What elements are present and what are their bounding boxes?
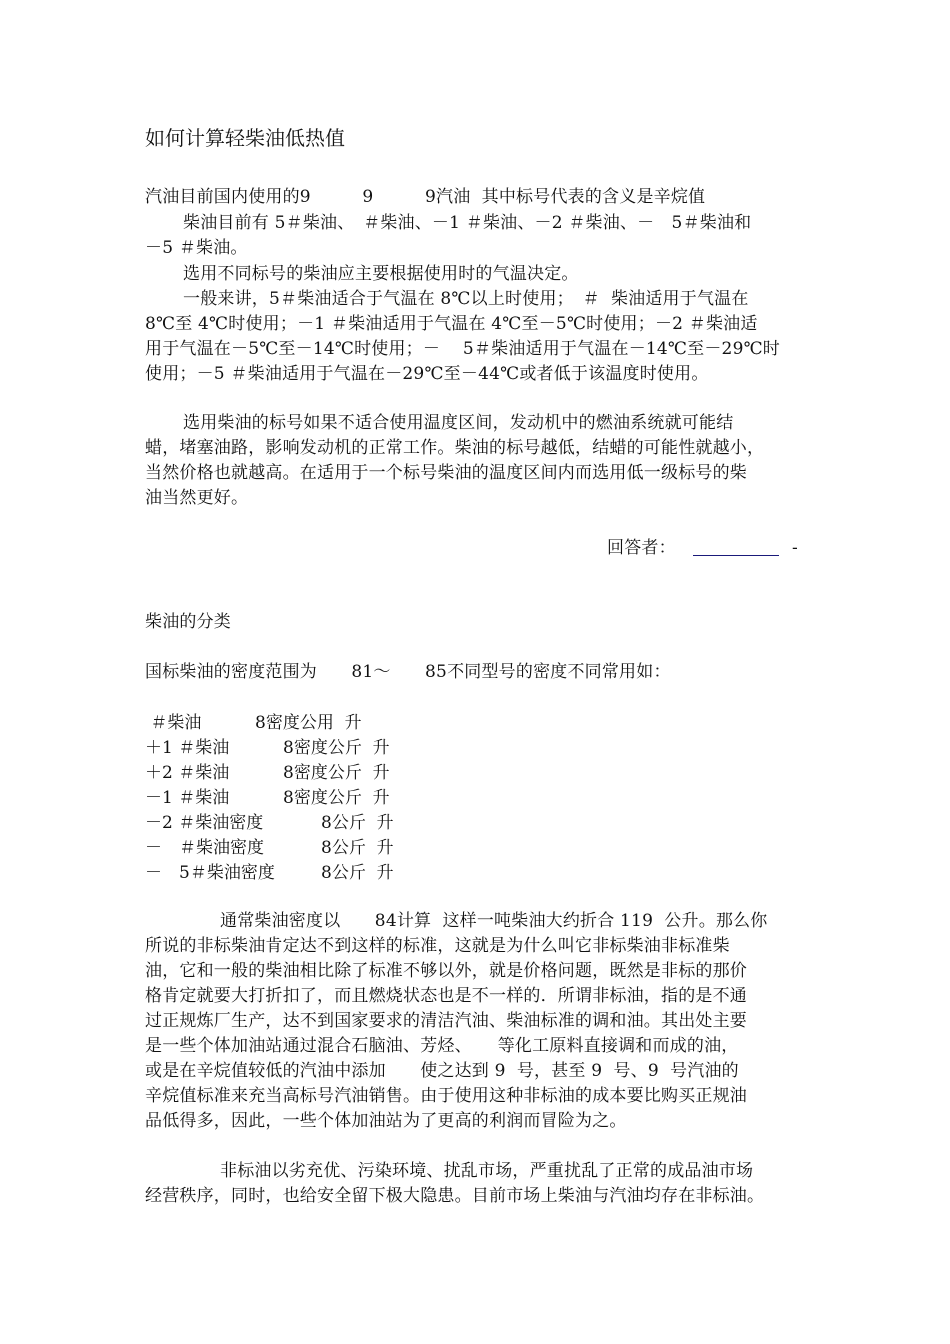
intro-line-4: 选用不同标号的柴油应主要根据使用时的气温决定。 [183,264,579,284]
intro-line-5: 一般来讲，5＃柴油适合于气温在 8℃以上时使用； ＃ 柴油适用于气温在 [183,289,749,309]
para3-line-6: 是一些个体加油站通过混合石脑油、芳烃、 等化工原料直接调和而成的油， [145,1036,739,1056]
para2-line-1: 选用柴油的标号如果不适合使用温度区间，发动机中的燃油系统就可能结 [183,413,734,433]
para3-line-4: 格肯定就要大打折扣了，而且燃烧状态也是不一样的．所谓非标油，指的是不通 [145,986,747,1006]
para3-line-1: 通常柴油密度以 84计算 这样一吨柴油大约折合 119 公升。那么你 [220,911,768,931]
density-row-value: 8密度公斤 升 [283,788,390,808]
density-row-name: ＃柴油 [145,713,202,733]
para2-line-2: 蜡，堵塞油路，影响发动机的正常工作。柴油的标号越低，结蜡的可能性就越小， [145,438,765,458]
density-range-line: 国标柴油的密度范围为 81～ 85不同型号的密度不同常用如： [145,662,671,682]
intro-line-1: 汽油目前国内使用的9 9 9汽油 其中标号代表的含义是辛烷值 [145,187,706,207]
intro-line-2: 柴油目前有 5＃柴油、 ＃柴油、－1 ＃柴油、－2 ＃柴油、－ 5＃柴油和 [183,213,752,233]
intro-line-8: 使用；－5 ＃柴油适用于气温在－29℃至－44℃或者低于该温度时使用。 [145,364,709,384]
density-row-value: 8密度公斤 升 [283,738,390,758]
density-row-value: 8公斤 升 [321,838,394,858]
density-row-name: －2 ＃柴油密度 [145,813,264,833]
density-row-value: 8公斤 升 [321,813,394,833]
answerer-link[interactable] [693,555,779,556]
para2-line-4: 油当然更好。 [145,488,249,508]
section-heading: 柴油的分类 [145,612,231,632]
density-row-value: 8公斤 升 [321,863,394,883]
para3-line-7: 或是在辛烷值较低的汽油中添加 使之达到 9 号，甚至 9 号、9 号汽油的 [145,1061,739,1081]
density-row-value: 8密度公斤 升 [283,763,390,783]
density-row-value: 8密度公用 升 [255,713,362,733]
para4-line-1: 非标油以劣充优、污染环境、扰乱市场，严重扰乱了正常的成品油市场 [220,1161,754,1181]
para3-line-8: 辛烷值标准来充当高标号汽油销售。由于使用这种非标油的成本要比购买正规油 [145,1086,747,1106]
density-row-name: － ＃柴油密度 [145,838,264,858]
density-row-name: － 5＃柴油密度 [145,863,275,883]
para4-line-2: 经营秩序，同时，也给安全留下极大隐患。目前市场上柴油与汽油均存在非标油。 [145,1186,765,1206]
density-row-name: ＋2 ＃柴油 [145,763,230,783]
intro-line-6: 8℃至 4℃时使用；－1 ＃柴油适用于气温在 4℃至－5℃时使用；－2 ＃柴油适 [145,314,758,334]
para3-line-3: 油，它和一般的柴油相比除了标准不够以外，就是价格问题，既然是非标的那价 [145,961,747,981]
intro-line-7: 用于气温在－5℃至－14℃时使用；－ 5＃柴油适用于气温在－14℃至－29℃时 [145,339,780,359]
density-row-name: ＋1 ＃柴油 [145,738,230,758]
answer-dash: - [792,538,798,558]
page-title: 如何计算轻柴油低热值 [145,126,345,150]
para3-line-9: 品低得多，因此，一些个体加油站为了更高的利润而冒险为之。 [145,1111,627,1131]
para3-line-5: 过正规炼厂生产，达不到国家要求的清洁汽油、柴油标准的调和油。其出处主要 [145,1011,747,1031]
answerer-label: 回答者： [607,538,676,558]
para2-line-3: 当然价格也就越高。在适用于一个标号柴油的温度区间内而选用低一级标号的柴 [145,463,747,483]
para3-line-2: 所说的非标柴油肯定达不到这样的标准，这就是为什么叫它非标柴油非标准柴 [145,936,730,956]
intro-line-3: －5 ＃柴油。 [145,238,248,258]
density-row-name: －1 ＃柴油 [145,788,230,808]
